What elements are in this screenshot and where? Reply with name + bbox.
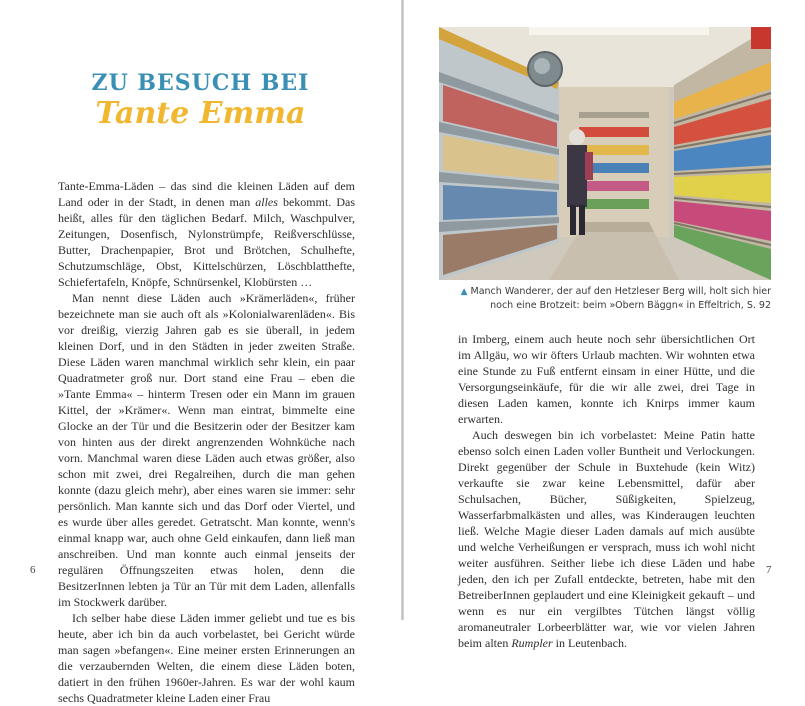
right-body-text [458, 331, 755, 651]
left-body-text [58, 178, 355, 706]
photo-caption [439, 285, 771, 313]
paragraph: in Imberg, einem auch heute noch sehr übersichtlichen Ort im Allgäu, wo wir öfters Urlaub machten. Wir wohnten etwa eine Stunde zu Fuß entfernt einsam in einer Hütte, und die Versorgungseinkäufe, für die wir alle zwei, drei Tage in diesen Laden kamen, konnte ich Knirps immer kaum erwarten. [458, 332, 755, 426]
store-photo [439, 27, 771, 280]
chapter-title-line1: ZU BESUCH BEI [91, 70, 310, 96]
page-number-right: 7 [766, 564, 772, 576]
paragraph: Ich selber habe diese Läden immer geliebt und tue es bis heute, aber ich bin da auch vorbelastet, bei Gericht würde man sagen »befangen«. Eine meiner ersten Erinnerungen an die verzaubernden Welten, die einem diese Läden boten, datiert in den frühen 1960er-Jahren. Es war der wohl kaum sechs Quadratmeter kleine Laden einer Frau [58, 611, 355, 705]
page-number-left: 6 [30, 564, 36, 576]
paragraph: Man nennt diese Läden auch »Krämerläden«, früher bezeichnete man sie auch oft als »Kolonialwarenläden«. Bis vor dreißig, vierzig Jahren gab es sie überall, in jedem kleinen Dorf, und in den Städten in jeder zweiten Straße. Diese Läden waren manchmal wirklich sehr klein, ein paar Quadratmeter groß nur. Dort stand eine Frau – eben die »Tante Emma« – hinterm Tresen oder ein Mann im grauen Kittel, der »Krämer«. Wenn man eintrat, bimmelte eine Glocke an der Tür und die Besitzerin oder der Besitzer kam von hinten aus der direkt angrenzenden Wohnküche nach vorn. Manchmal waren diese Läden auch etwas größer, also schon mit zwei, drei Regalreihen, durch die man gehen konnte (dazu gleich mehr), aber eines waren sie immer: sehr persönlich. Man kannte sich und das Dorf oder Viertel, und es wurde über alles geredet. Getratscht. Man konnte, wenn's einmal knapp war, auch ohne Geld einkaufen, dann ließ man anschreiben. Und man konnte auch einmal jenseits der regulären Öffnungszeiten etwas holen, denn die BesitzerInnen lebten ja Tür an Tür mit dem Laden, allenfalls im Stockwerk darüber. [58, 291, 355, 609]
chapter-title-line2: Tante Emma [95, 96, 306, 131]
paragraph: Auch deswegen bin ich vorbelastet: Meine Patin hatte ebenso solch einen Laden voller Buntheit und Verlockungen. Direkt gegenüber der Schule in Buxtehude (kein Witz) verkaufte sie zwar keine Lebensmittel, dafür aber Schulsachen, Bücher, Süßigkeiten, Spielzeug, Wasserfarbmalkästen und alles, was Kinderaugen leuchten ließ. Welche Magie dieser Laden damals auf mich ausübte und welche Verheißungen er versprach, muss ich wohl nicht weiter ausführen. Seither liebe ich diese Läden und habe jeden, den ich per Zufall entdeckte, betreten, habe mit den BetreiberInnen geplaudert und eine Kleinigkeit gekauft – und wenn es nur ein vergilbtes Tütchen längst völlig aromaneutraler Lorbeerblätter war, wie vor vielen Jahren beim alten Rumpler in Leutenbach. [458, 428, 755, 650]
up-arrow-icon: ▲ [460, 287, 468, 297]
left-page [0, 0, 401, 705]
paragraph: Tante-Emma-Läden – das sind die kleinen Läden auf dem Land oder in der Stadt, in denen man alles bekommt. Das heißt, alles für den täglichen Bedarf. Milch, Waschpulver, Zeitungen, Dosenfisch, Nylonstrümpfe, Reißverschlüsse, Butter, Drachenpapier, Brot und Brötchen, Schulhefte, Schutzumschläge, Obst, Kittelschürzen, Löschblatthefte, Schiefertafeln, Knöpfe, Schnürsenkel, Klobürsten … [58, 179, 355, 289]
caption-text: Manch Wanderer, der auf den Hetzleser Berg will, holt sich hier noch eine Brotzeit: beim »Obern Bäggn« in Effeltrich, S. 92 [470, 286, 771, 311]
